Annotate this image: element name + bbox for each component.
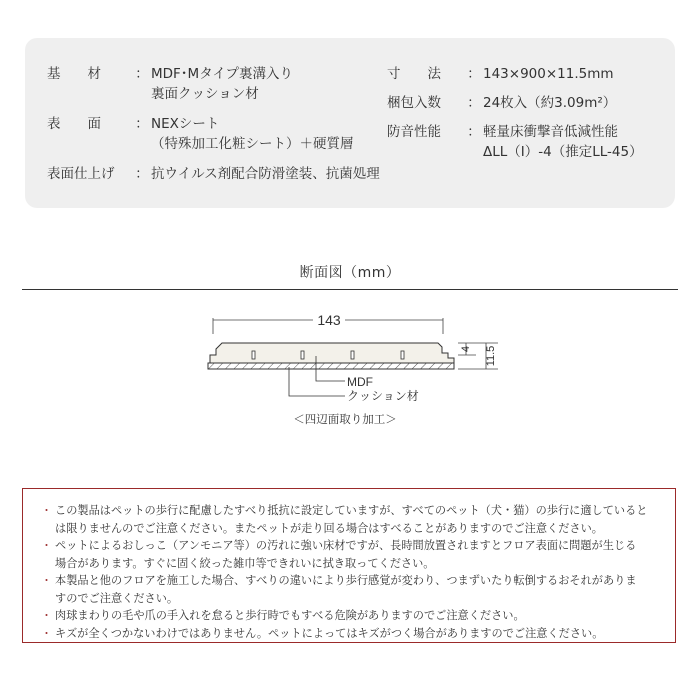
spec-value-sunpo	[483, 64, 614, 84]
spec-row-boon	[387, 122, 643, 162]
spec-value-hyomen	[151, 114, 354, 154]
notice-bullet: ・	[41, 609, 52, 622]
spec-row-sunpo	[387, 64, 614, 84]
thickness-total-label: 11.5	[485, 345, 497, 367]
spec-value-line: 抗ウイルス剤配合防滑塗装、抗菌処理	[151, 166, 380, 182]
cushion-label: クッション材	[347, 389, 419, 403]
thickness-top-label: 4	[460, 345, 472, 353]
mdf-board	[210, 343, 454, 363]
spec-row-kijai	[47, 64, 293, 104]
notice-bullet: ・	[41, 626, 52, 640]
notice-text: 肉球まわりの毛や爪の手入れを怠ると歩行時でもすべる危険がありますのでご注意ください。	[55, 609, 525, 622]
width-label: 143	[317, 312, 341, 328]
thickness-dimension	[458, 343, 498, 369]
spec-colon: ：	[467, 66, 481, 82]
spec-panel	[25, 38, 675, 208]
notice-bullet: ・	[41, 504, 52, 517]
notice-bullet: ・	[41, 539, 52, 552]
notice-text: この製品はペットの歩行に配慮したすべり抵抗に設定していますが、すべてのペット（犬・猫）の歩行に適していると	[55, 504, 648, 517]
notice-item	[41, 537, 671, 572]
width-dimension	[213, 312, 443, 334]
spec-value-line: （特殊加工化粧シート）＋硬質層	[151, 136, 354, 152]
notice-text: すのでご注意ください。	[55, 591, 179, 605]
cross-section-diagram	[0, 295, 700, 445]
spec-value-line: 軽量床衝撃音低減性能	[483, 124, 618, 140]
spec-value-line: 24枚入（約3.09m²）	[483, 95, 617, 111]
spec-colon: ：	[135, 66, 149, 82]
cushion-layer	[208, 363, 454, 369]
spec-label-sunpo: 寸 法	[387, 66, 441, 82]
spec-row-hyomen	[47, 114, 354, 154]
spec-value-line: 143×900×11.5mm	[483, 66, 614, 82]
notice-text: 本製品と他のフロアを施工した場合、すべりの違いにより歩行感覚が変わり、つまずいたり転倒するおそれがありま	[55, 574, 637, 587]
notice-item	[41, 502, 671, 537]
spec-value-boon	[483, 122, 643, 162]
spec-label-shiage: 表面仕上げ	[47, 166, 115, 182]
notice-bullet: ・	[41, 574, 52, 587]
notice-text: は限りませんのでご注意ください。またペットが走り回る場合はすべることがありますのでご注意ください。	[55, 521, 603, 535]
chamfer-note: ＜四辺面取り加工＞	[293, 412, 397, 426]
spec-row-shiage	[47, 164, 380, 184]
mdf-label: MDF	[347, 375, 373, 389]
spec-value-kijai	[151, 64, 293, 104]
spec-value-konpo	[483, 93, 616, 113]
spec-value-line: NEXシート	[151, 116, 220, 132]
notice-text: 場合があります。すぐに固く絞った雑巾等できれいに拭き取ってください。	[55, 556, 435, 570]
spec-value-line: 裏面クッション材	[151, 86, 259, 102]
notice-list	[41, 502, 671, 642]
notice-item	[41, 607, 671, 625]
spec-row-konpo	[387, 93, 616, 113]
notice-text: ペットによるおしっこ（アンモニア等）の汚れに強い床材ですが、長時間放置されますとフロア表面に問題が生じる	[55, 539, 637, 552]
spec-label-boon: 防音性能	[387, 124, 441, 140]
spec-value-shiage	[151, 164, 380, 184]
spec-value-line: ΔLL（Ⅰ）-4（推定LL-45）	[483, 144, 643, 160]
spec-colon: ：	[135, 116, 149, 132]
spec-label-kijai: 基 材	[47, 66, 101, 82]
notice-item	[41, 572, 671, 607]
section-divider	[22, 289, 678, 290]
section-title: 断面図（mm）	[299, 265, 401, 281]
spec-label-hyomen: 表 面	[47, 116, 101, 132]
spec-value-line: MDF･Mタイプ裏溝入り	[151, 66, 294, 82]
spec-colon: ：	[467, 124, 481, 140]
notice-item	[41, 625, 671, 643]
notice-box	[22, 488, 676, 643]
spec-label-konpo: 梱包入数	[387, 95, 441, 111]
spec-colon: ：	[467, 95, 481, 111]
spec-colon: ：	[135, 166, 149, 182]
notice-text: キズが全くつかないわけではありません。ペットによってはキズがつく場合がありますのでご注意ください。	[55, 626, 604, 640]
